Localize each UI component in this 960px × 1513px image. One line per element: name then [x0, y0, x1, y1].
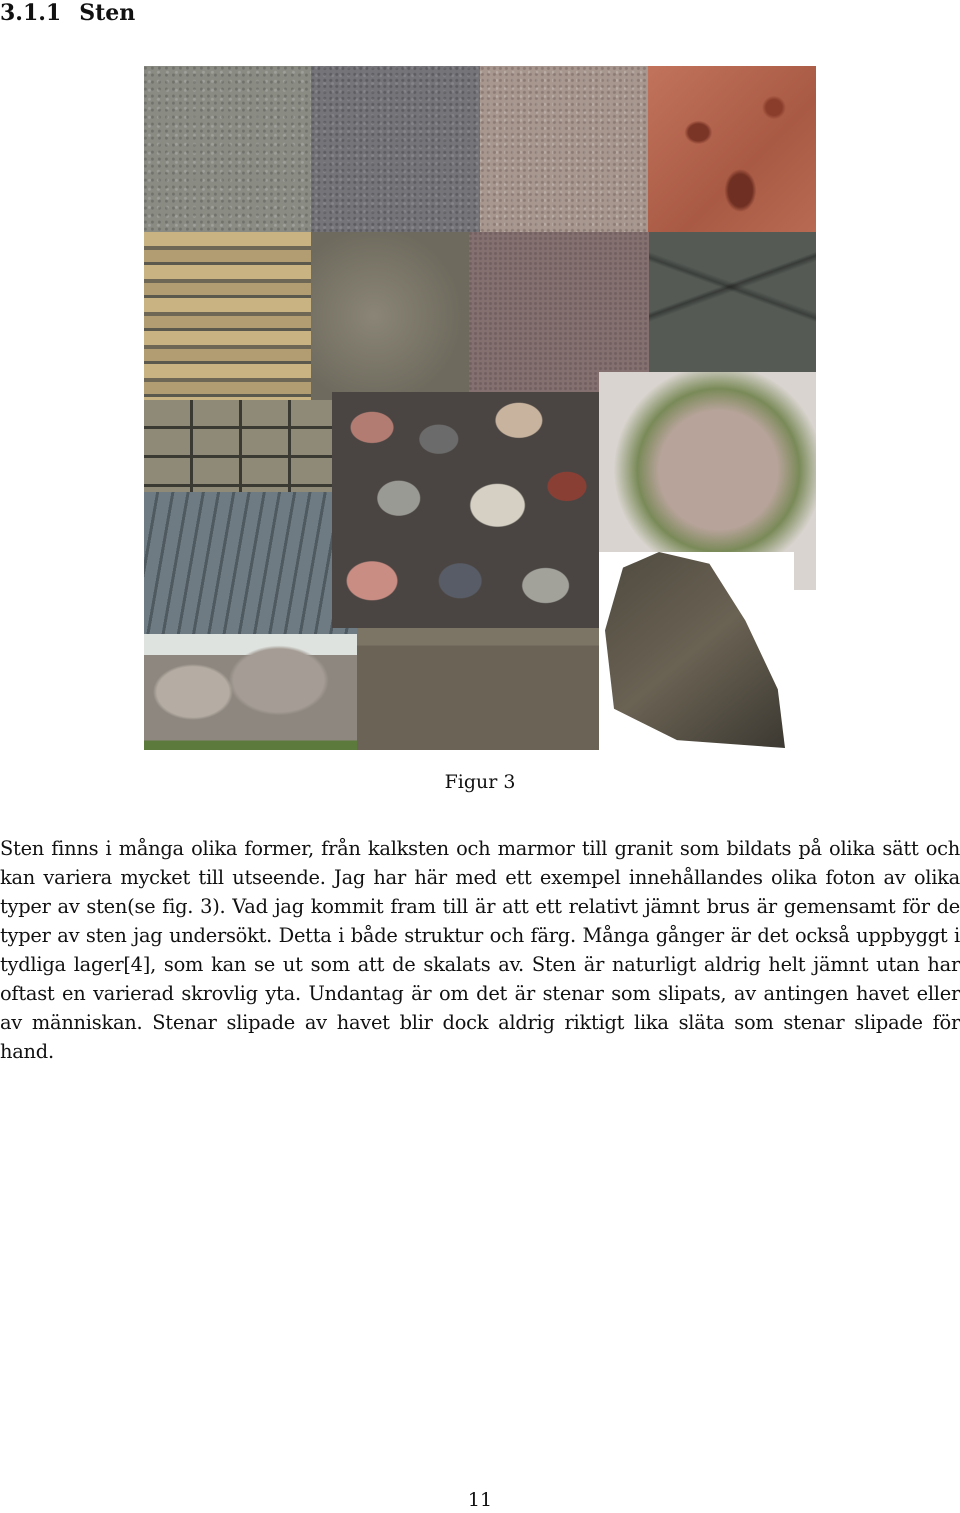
gray-cliff-photo: [144, 492, 357, 634]
slate-surface-photo: [311, 232, 469, 400]
figure-caption: Figur 3: [444, 771, 516, 793]
rock-pile-photo: [144, 634, 389, 750]
section-heading: [0, 0, 135, 26]
boulder-photo: [599, 552, 794, 750]
dark-cracked-rock-photo: [649, 232, 816, 372]
stone-photo-collage: [144, 66, 816, 750]
layered-limestone-photo: [144, 232, 311, 400]
section-title: Sten: [79, 0, 136, 26]
gray-granite-photo: [144, 66, 311, 232]
stone-wall-photo: [144, 400, 332, 492]
boulder-shape: [605, 552, 785, 748]
body-paragraph: Sten finns i många olika former, från kalksten och marmor till granit som bildats på olika sätt och kan variera mycket till utseende. Jag har här med ett exempel innehållandes olika foton av olika typer av sten(se fig. 3). Vad jag kommit fram till är att ett relativt jämnt brus är gemensamt för de typer av sten jag undersökt. Detta i både struktur och färg. Många gånger är det också uppbyggt i tydliga lager[4], som kan se ut som att de skalats av. Sten är naturligt aldrig helt jämnt utan har oftast en varierad skrovlig yta. Undantag är om det är stenar som slipats, av antingen havet eller av människan. Stenar slipade av havet blir dock aldrig riktigt lika släta som stenar slipade för hand.: [0, 837, 960, 1063]
pink-granite-photo: [480, 66, 648, 232]
red-sandstone-photo: [648, 66, 816, 232]
pebbles-photo: [332, 392, 599, 628]
page-number: 11: [467, 1489, 493, 1511]
dark-granite-photo: [311, 66, 480, 232]
section-number: 3.1.1: [0, 0, 62, 26]
